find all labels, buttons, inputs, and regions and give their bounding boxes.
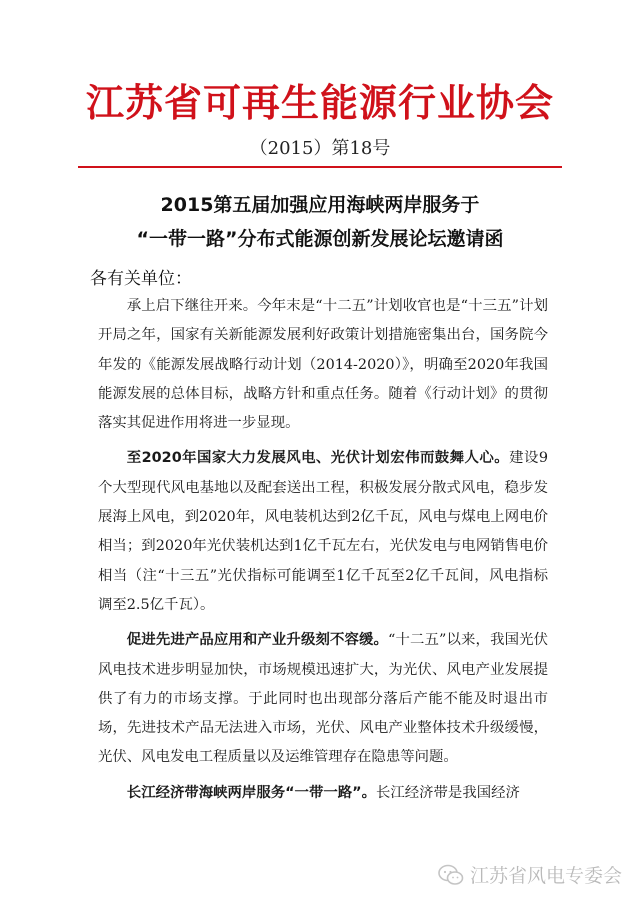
- paragraph-lead: 至2020年国家大力发展风电、光伏计划宏伟而鼓舞人心。: [126, 450, 510, 467]
- org-name: 江苏省可再生能源行业协会: [85, 81, 554, 125]
- document-body: [98, 292, 548, 814]
- title-line-2: “一带一路”分布式能源创新发展论坛邀请函: [136, 228, 504, 250]
- paragraph-text: 承上启下继往开来。今年末是“十二五”计划收官也是“十三五”计划开局之年，国家有关新能源发展利好政策计划措施密集出台，国务院今年发的《能源发展战略行动计划（2014-2020）》，明确至2020年我国能源发展的总体目标，战略方针和重点任务。随着《行动计划》的贯彻落实其促进作用将进一步显现。: [98, 298, 548, 432]
- watermark: [438, 861, 622, 888]
- watermark-text: 江苏省风电专委会: [469, 865, 622, 887]
- document-number: （2015）第18号: [249, 138, 391, 159]
- document-title: [0, 188, 640, 256]
- paragraph-4: [98, 779, 548, 808]
- paragraph-text: 长江经济带是我国经济: [375, 784, 520, 801]
- paragraph-2: [98, 444, 548, 620]
- wechat-icon: [438, 864, 464, 886]
- title-line-1: 2015第五届加强应用海峡两岸服务于: [160, 194, 480, 216]
- red-divider: [78, 166, 562, 168]
- paragraph-3: [98, 626, 548, 772]
- salutation: 各有关单位：: [90, 269, 192, 289]
- paragraph-text: 建设9个大型现代风电基地以及配套送出工程，积极发展分散式风电，稳步发展海上风电，到2020年，风电装机达到2亿千瓦，风电与煤电上网电价相当；到2020年光伏装机达到1亿千瓦左右，光伏发电与电网销售电价相当（注“十三五”光伏指标可能调至1亿千瓦至2亿千瓦间，风电指标调至2.5亿千瓦）。: [98, 450, 549, 613]
- paragraph-1: [98, 292, 548, 438]
- paragraph-lead: 促进先进产品应用和产业升级刻不容缓。: [126, 632, 389, 649]
- paragraph-lead: 长江经济带海峡两岸服务“一带一路”。: [126, 784, 376, 801]
- paragraph-text: “十二五”以来，我国光伏风电技术进步明显加快，市场规模迅速扩大，为光伏、风电产业发展提供了有力的市场支撑。于此同时也出现部分落后产能不能及时退出市场，先进技术产品无法进入市场，光伏、风电产业整体技术升级缓慢，光伏、风电发电工程质量以及运维管理存在隐患等问题。: [98, 632, 548, 766]
